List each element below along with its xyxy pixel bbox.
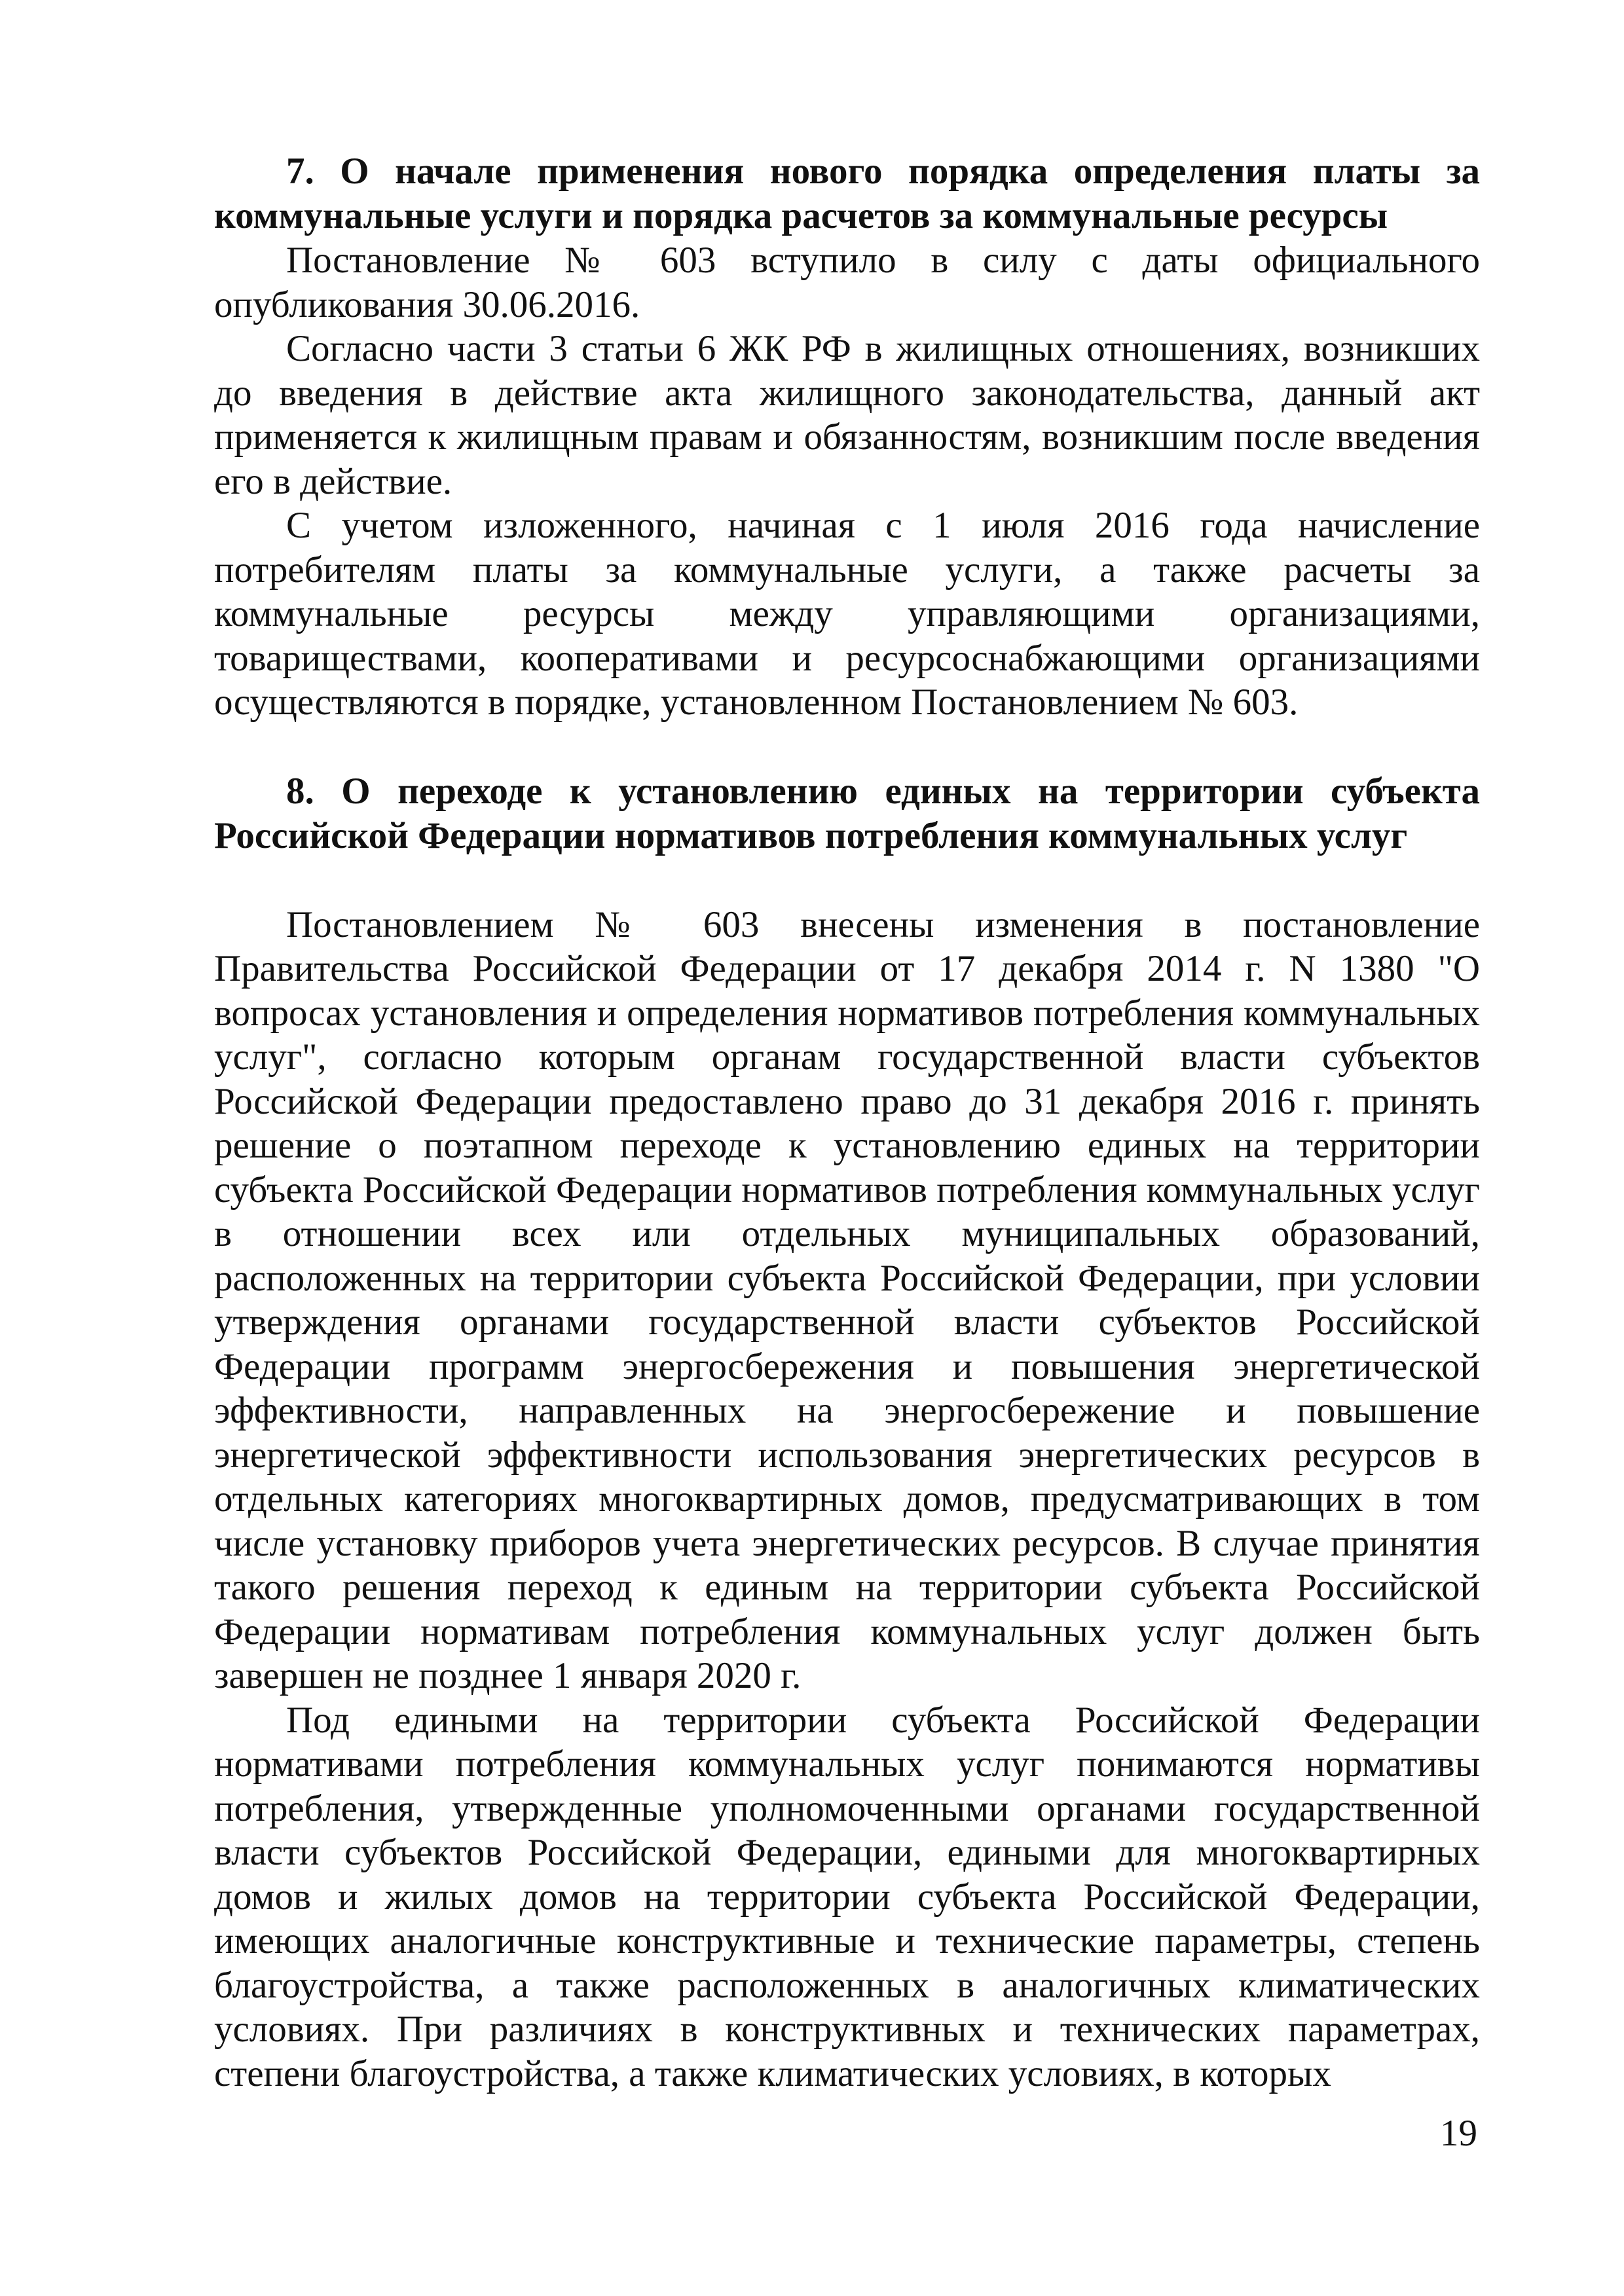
page-number: 19: [1440, 2113, 1477, 2154]
section-7-paragraph: Согласно части 3 статьи 6 ЖК РФ в жилищных отношениях, возникших до введения в действие акта жилищного законодательства, данный акт применяется к жилищным правам и обязанностям, возникшим после введения его в действие.: [214, 328, 1480, 502]
section-8-heading: 8. О переходе к установлению единых на территории субъекта Российской Федерации нормативов потребления коммунальных услуг: [214, 770, 1480, 856]
section-7-paragraph: Постановление № 603 вступило в силу с даты официального опубликования 30.06.2016.: [214, 240, 1480, 325]
document-page: [214, 149, 1480, 2096]
section-7-paragraph: С учетом изложенного, начиная с 1 июля 2016 года начисление потребителям платы за коммунальные услуги, а также расчеты за коммунальные ресурсы между управляющими организациями, товариществами, кооперативами и ресурсоснабжающими организациями осуществляются в порядке, установленном Постановлением № 603.: [214, 505, 1480, 723]
section-8-paragraph: Под едиными на территории субъекта Российской Федерации нормативами потребления коммунальных услуг понимаются нормативы потребления, утвержденные уполномоченными органами государственной власти субъектов Российской Федерации, едиными для многоквартирных домов и жилых домов на территории субъекта Российской Федерации, имеющих аналогичные конструктивные и технические параметры, степень благоустройства, а также расположенных в аналогичных климатических условиях. При различиях в конструктивных и технических параметрах, степени благоустройства, а также климатических условиях, в которых: [214, 1699, 1480, 2094]
section-7: [214, 149, 1480, 725]
section-8-paragraph: Постановлением № 603 внесены изменения в постановление Правительства Российской Федерации от 17 декабря 2014 г. N 1380 "О вопросах установления и определения нормативов потребления коммунальных услуг", согласно которым органам государственной власти субъектов Российской Федерации предоставлено право до 31 декабря 2016 г. принять решение о поэтапном переходе к установлению единых на территории субъекта Российской Федерации нормативов потребления коммунальных услуг в отношении всех или отдельных муниципальных образований, расположенных на территории субъекта Российской Федерации, при условии утверждения органами государственной власти субъектов Российской Федерации программ энергосбережения и повышения энергетической эффективности, направленных на энергосбережение и повышение энергетической эффективности использования энергетических ресурсов в отдельных категориях многоквартирных домов, предусматривающих в том числе установку приборов учета энергетических ресурсов. В случае принятия такого решения переход к единым на территории субъекта Российской Федерации нормативам потребления коммунальных услуг должен быть завершен не позднее 1 января 2020 г.: [214, 903, 1480, 1696]
section-8: [214, 769, 1480, 2096]
section-7-heading: 7. О начале применения нового порядка определения платы за коммунальные услуги и порядка расчетов за коммунальные ресурсы: [214, 151, 1480, 236]
